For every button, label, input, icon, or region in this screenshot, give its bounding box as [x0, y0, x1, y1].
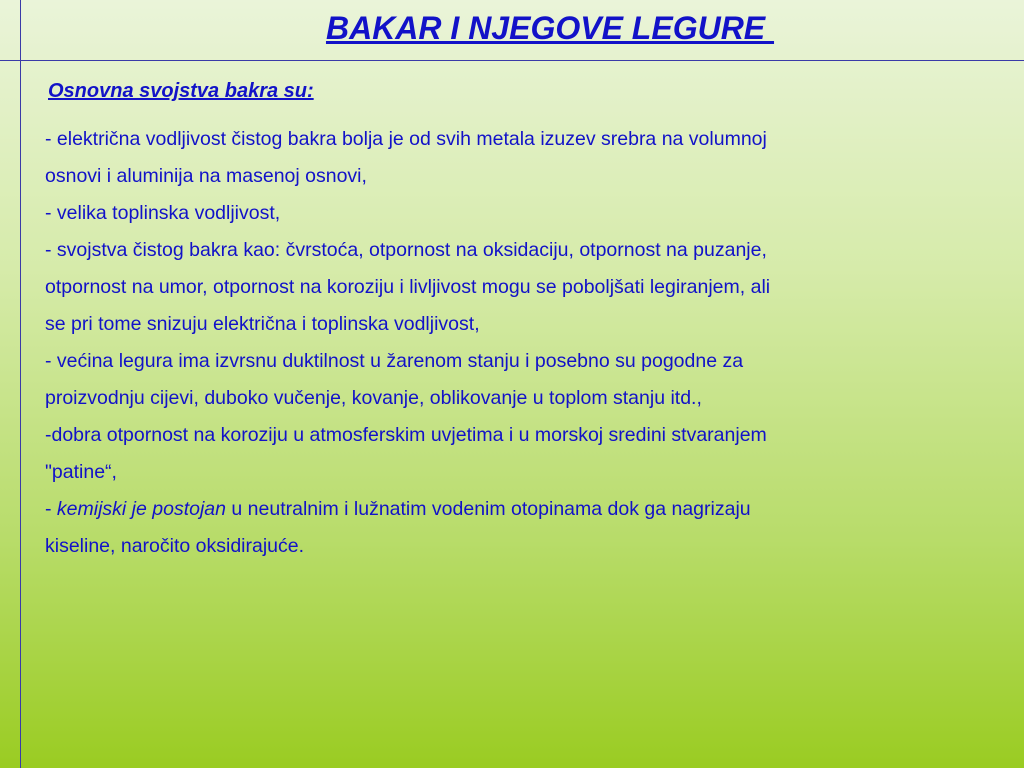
text-line: proizvodnju cijevi, duboko vučenje, kovanje, oblikovanje u toplom stanju itd.,: [45, 387, 702, 409]
slide-subtitle: Osnovna svojstva bakra su:: [48, 80, 314, 102]
italic-phrase: kemijski je postojan: [56, 498, 226, 520]
vertical-rule: [20, 0, 21, 768]
text-line: se pri tome snizuju električna i toplinska vodljivost,: [45, 313, 480, 335]
text-line: - električna vodljivost čistog bakra bolja je od svih metala izuzev srebra na volumnoj: [45, 128, 767, 150]
text-line: -dobra otpornost na koroziju u atmosferskim uvjetima i u morskoj sredini stvaranjem: [45, 424, 767, 446]
properties-text: [45, 121, 1005, 565]
list-dash: -: [45, 498, 57, 520]
text-segment: u neutralnim i lužnatim vodenim otopinama dok ga nagrizaju: [226, 498, 751, 520]
text-line: kiseline, naročito oksidirajuće.: [45, 535, 305, 557]
horizontal-rule: [0, 60, 1024, 61]
text-line: otpornost na umor, otpornost na koroziju i livljivost mogu se poboljšati legiranjem, ali: [45, 276, 771, 298]
text-line: - većina legura ima izvrsnu duktilnost u žarenom stanju i posebno su pogodne za: [45, 350, 744, 372]
text-line-mixed: [45, 491, 1005, 528]
text-line: - velika toplinska vodljivost,: [45, 202, 281, 224]
slide-title: BAKAR I NJEGOVE LEGURE: [325, 10, 775, 46]
text-line: "patine“,: [45, 461, 117, 483]
text-line: osnovi i aluminija na masenoj osnovi,: [45, 165, 367, 187]
text-line: - svojstva čistog bakra kao: čvrstoća, otpornost na oksidaciju, otpornost na puzanje,: [45, 239, 767, 261]
